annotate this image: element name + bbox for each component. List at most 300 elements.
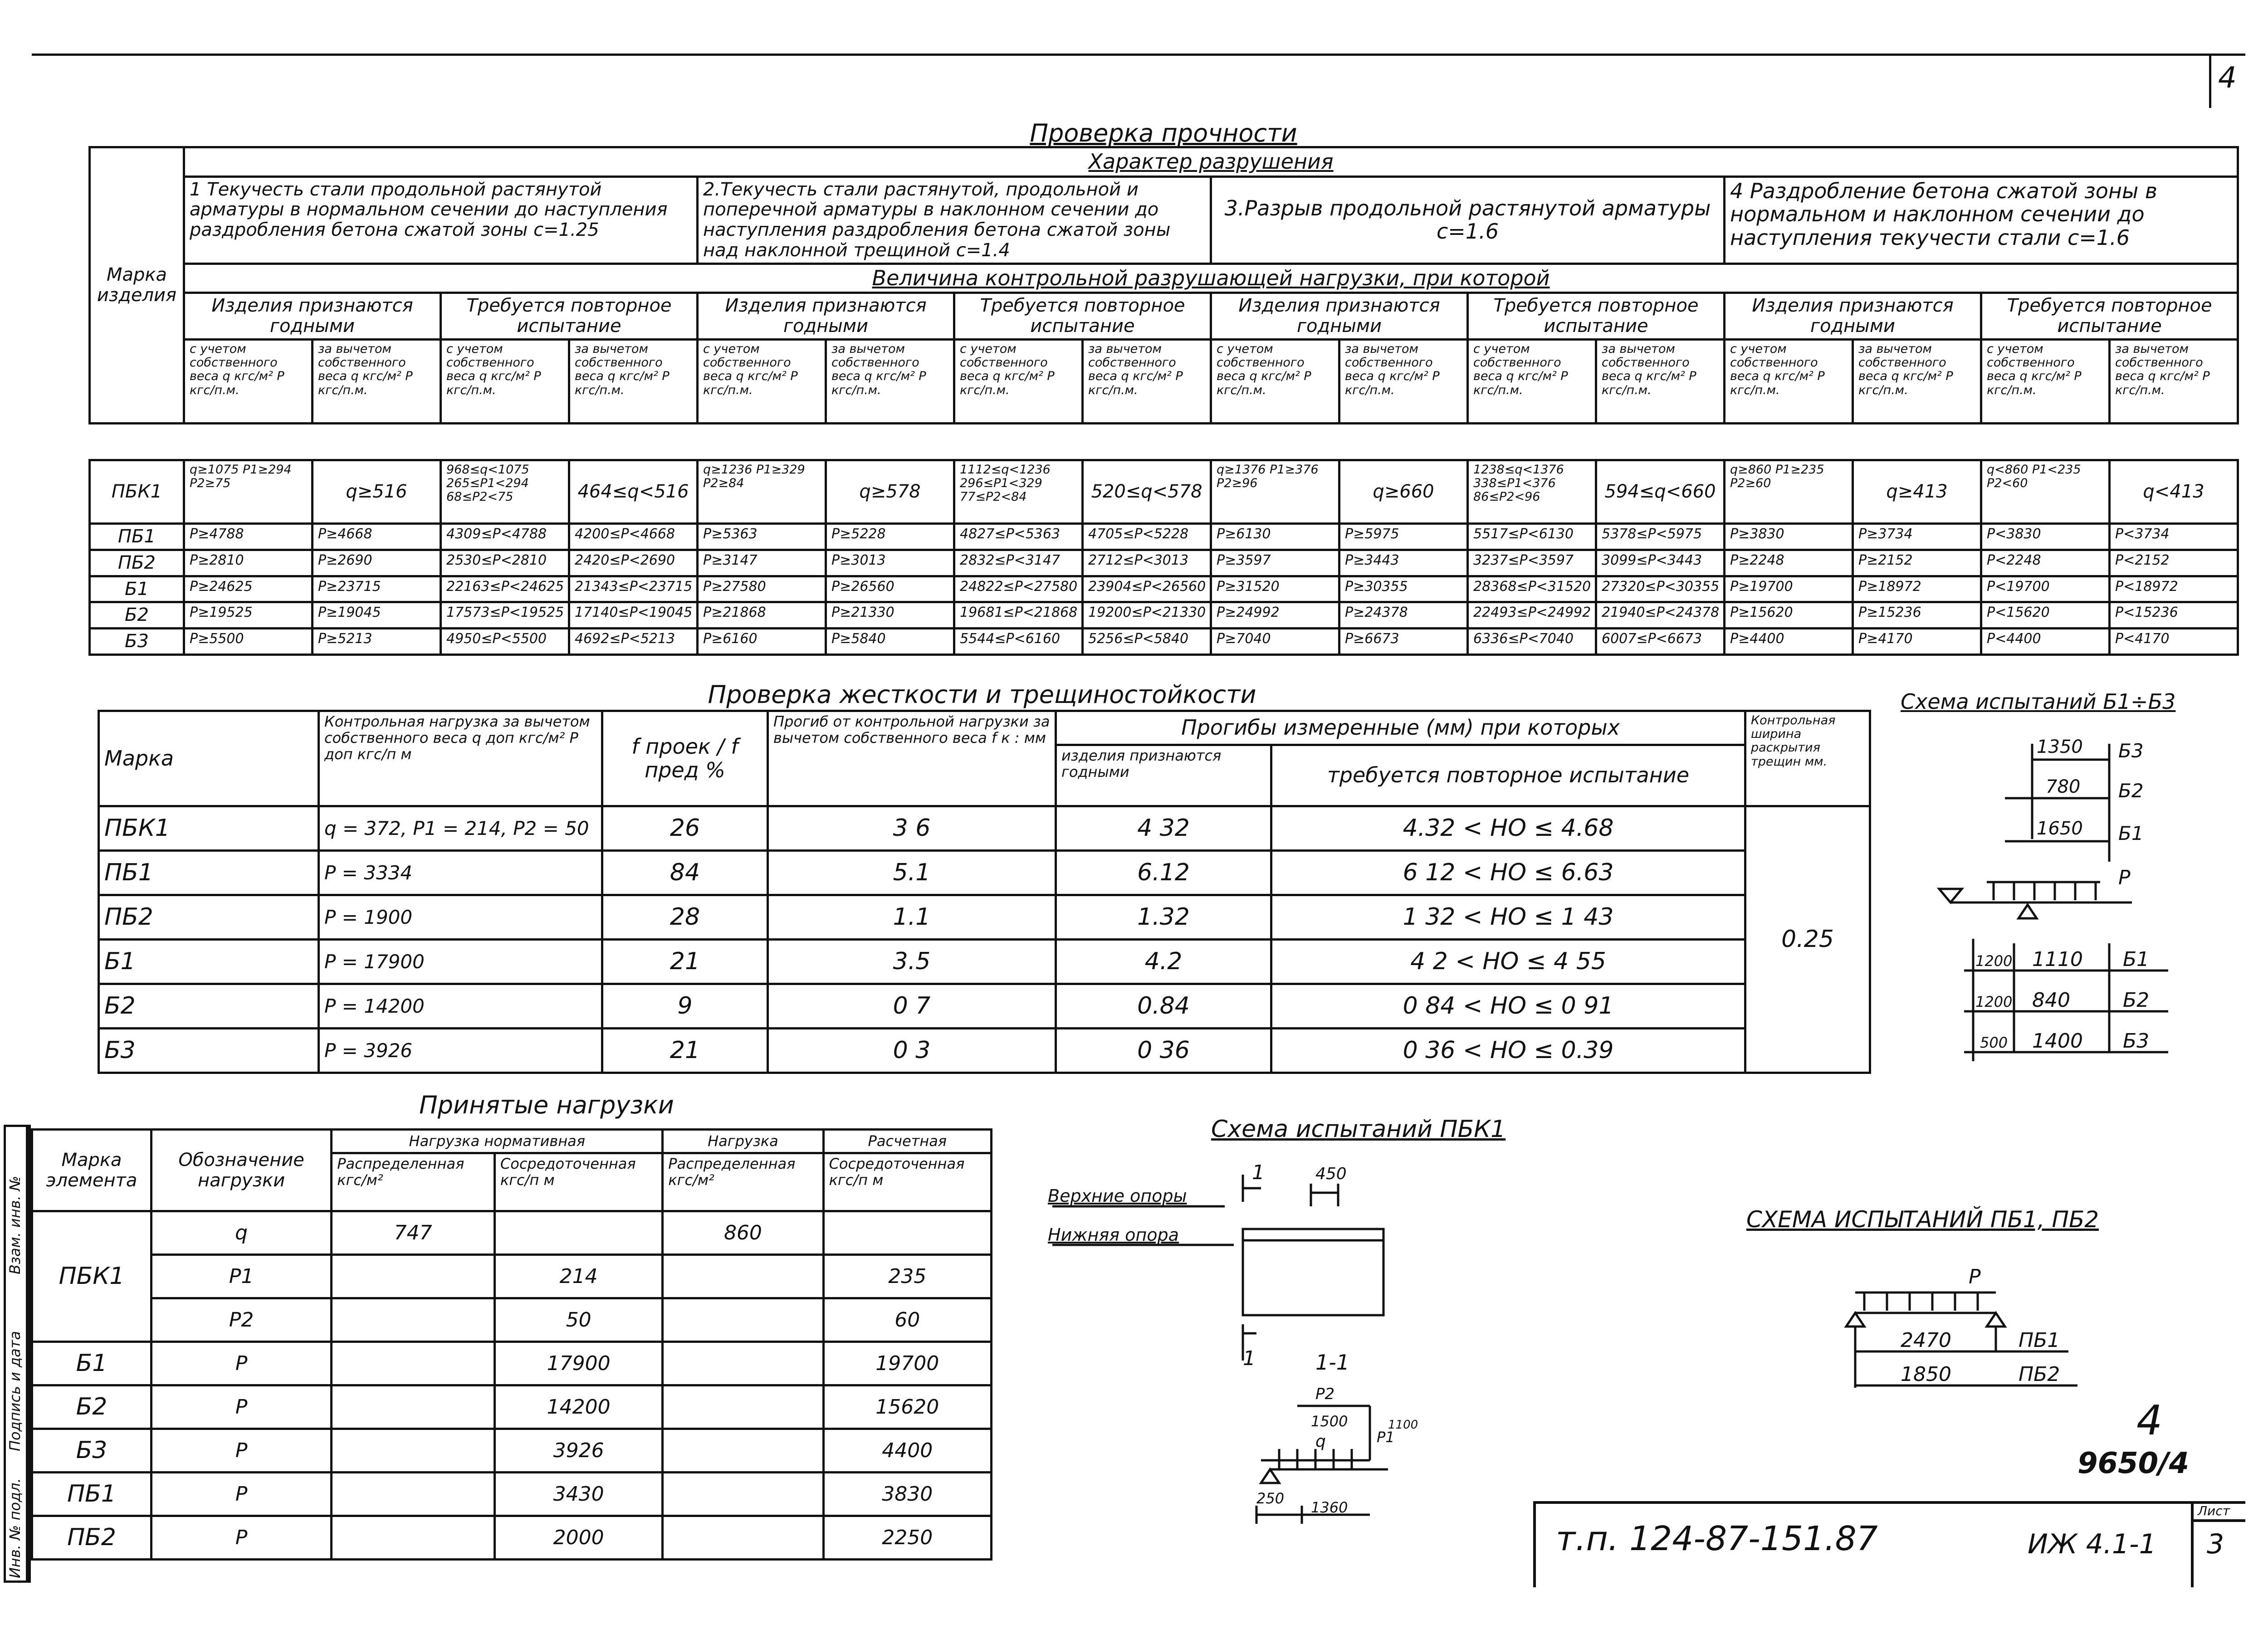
strength-cell: 24822≤P<27580 — [954, 576, 1083, 602]
strength-cell: 19681≤P<21868 — [954, 602, 1083, 629]
stiffness-mark: ПБ2 — [99, 895, 319, 940]
scheme-pb-drawing — [1814, 1252, 2168, 1401]
scheme-pb-title: СХЕМА ИСПЫТАНИЙ ПБ1, ПБ2 — [1746, 1206, 2099, 1233]
strength-cell: 1112≤q<1236 296≤P1<329 77≤P2<84 — [954, 460, 1083, 524]
loads-row — [32, 1255, 992, 1298]
h-load: Нагрузка — [663, 1130, 823, 1153]
h-concentrated: Сосредоточенная кгс/п м — [494, 1153, 662, 1211]
h-measured: Прогибы измеренные (мм) при которых — [1056, 711, 1745, 745]
col-header: за вычетом собственного веса q кгс/м² P кгс/п.м. — [1339, 339, 1468, 423]
label-top-2: Б2 — [2118, 780, 2144, 802]
loads-calc-conc: 60 — [823, 1298, 991, 1342]
strength-cell: P≥5840 — [826, 629, 954, 655]
stamp-sheet: 3 — [2207, 1528, 2224, 1560]
stiffness-fit: 0 36 — [1056, 1029, 1271, 1073]
strength-cell: 27320≤P<30355 — [1596, 576, 1725, 602]
col-header: с учетом собственного веса q кгс/м² P кгс/п.м. — [1211, 339, 1339, 423]
strength-cell: 6007≤P<6673 — [1596, 629, 1725, 655]
strength-cell: 22493≤P<24992 — [1468, 602, 1596, 629]
loads-calc-dist — [663, 1516, 823, 1560]
sub-header-6: Требуется повторное испытание — [1468, 293, 1725, 340]
strength-cell: 520≤q<578 — [1083, 460, 1211, 524]
strength-cell: P≥23715 — [313, 576, 441, 602]
h-distributed: Распределенная кгс/м² — [663, 1153, 823, 1211]
load-p: P — [2118, 866, 2131, 889]
lower-support: Нижняя опора — [1048, 1225, 1179, 1245]
side-strip-line — [28, 1125, 31, 1583]
stamp-num-top: 4 — [2136, 1397, 2163, 1444]
strength-cell: P≥21330 — [826, 602, 954, 629]
loads-norm-conc: 17900 — [494, 1342, 662, 1385]
strength-row — [90, 629, 2238, 655]
row2-b: 840 — [2032, 989, 2070, 1012]
row-mark: Б1 — [90, 576, 184, 602]
strength-cell: P≥3147 — [698, 550, 826, 576]
strength-cell: q≥1376 P1≥376 P2≥96 — [1211, 460, 1339, 524]
strength-cell: P<3734 — [2110, 524, 2238, 550]
sub-header-3: Изделия признаются годными — [698, 293, 954, 340]
strength-cell: P<15620 — [1981, 602, 2110, 629]
loads-title — [98, 1091, 996, 1119]
loads-row — [32, 1473, 992, 1516]
stamp-sheet-label: Лист — [2198, 1503, 2230, 1518]
h-f-ratio: f проек / f пред % — [602, 711, 768, 806]
h-element-mark: Марка элемента — [32, 1130, 152, 1211]
strength-cell: P≥2690 — [313, 550, 441, 576]
loads-norm-conc — [494, 1211, 662, 1255]
strength-cell: P≥18972 — [1853, 576, 1981, 602]
stiffness-retest: 6 12 < HO ≤ 6.63 — [1271, 851, 1745, 895]
loads-calc-dist — [663, 1385, 823, 1429]
dim-1360: 1360 — [1311, 1499, 1348, 1516]
row2-a: 1200 — [1975, 993, 2013, 1010]
strength-row — [90, 460, 2238, 524]
strength-cell: P≥24378 — [1339, 602, 1468, 629]
strength-row — [90, 576, 2238, 602]
scheme-b-drawing — [1896, 726, 2250, 1070]
label-p1: P1 — [1377, 1429, 1395, 1446]
loads-calc-conc: 19700 — [823, 1342, 991, 1385]
sheet-corner-number: 4 — [2218, 61, 2237, 95]
stiffness-load: P = 1900 — [319, 895, 602, 940]
strength-cell: 19200≤P<21330 — [1083, 602, 1211, 629]
strength-cell: 3237≤P<3597 — [1468, 550, 1596, 576]
row-mark: Б2 — [90, 602, 184, 629]
strength-cell: P<2152 — [2110, 550, 2238, 576]
strength-cell: P<4400 — [1981, 629, 2110, 655]
loads-calc-dist — [663, 1255, 823, 1298]
stiffness-retest: 4 2 < HO ≤ 4 55 — [1271, 940, 1745, 984]
row1-mark: Б1 — [2123, 948, 2150, 971]
loads-des: P — [152, 1473, 332, 1516]
strength-cell: 4827≤P<5363 — [954, 524, 1083, 550]
loads-table — [31, 1128, 992, 1561]
loads-row — [32, 1429, 992, 1473]
strength-cell: 594≤q<660 — [1596, 460, 1725, 524]
section-mark-bottom: 1 — [1243, 1347, 1256, 1370]
stiffness-deflection: 3.5 — [768, 940, 1056, 984]
stiffness-deflection: 0 3 — [768, 1029, 1056, 1073]
col-header: с учетом собственного веса q кгс/м² P кгс/п.м. — [698, 339, 826, 423]
loads-mark: Б2 — [32, 1385, 152, 1429]
col-header: за вычетом собственного веса q кгс/м² P кгс/п.м. — [1853, 339, 1981, 423]
strength-cell: q≥860 P1≥235 P2≥60 — [1725, 460, 1853, 524]
sub-header-7: Изделия признаются годными — [1725, 293, 1981, 340]
sub-header-8: Требуется повторное испытание — [1981, 293, 2238, 340]
strength-title — [88, 119, 2239, 147]
stiffness-mark: Б1 — [99, 940, 319, 984]
strength-cell: 3099≤P<3443 — [1596, 550, 1725, 576]
col-header: с учетом собственного веса q кгс/м² P кгс/п.м. — [441, 339, 569, 423]
col-header: с учетом собственного веса q кгс/м² P кгс/п.м. — [1468, 339, 1596, 423]
strength-cell: P≥15236 — [1853, 602, 1981, 629]
loads-calc-conc — [823, 1211, 991, 1255]
stamp-number: 9650/4 — [2077, 1447, 2190, 1480]
strength-cell: P≥5500 — [184, 629, 313, 655]
strength-cell: q≥660 — [1339, 460, 1468, 524]
sub-header-2: Требуется повторное испытание — [441, 293, 698, 340]
loads-calc-conc: 4400 — [823, 1429, 991, 1473]
h-distributed: Распределенная кгс/м² — [332, 1153, 495, 1211]
col-header: с учетом собственного веса q кгс/м² P кгс/п.м. — [954, 339, 1083, 423]
label-q: q — [1315, 1432, 1326, 1451]
h-fit: изделия признаются годными — [1056, 745, 1271, 806]
strength-data — [88, 459, 2239, 656]
strength-cell: 21940≤P<24378 — [1596, 602, 1725, 629]
loads-norm-conc: 50 — [494, 1298, 662, 1342]
loads-calc-conc: 3830 — [823, 1473, 991, 1516]
stamp-sheet-line — [2191, 1519, 2245, 1522]
strength-cell: P<4170 — [2110, 629, 2238, 655]
dim-1500: 1500 — [1311, 1413, 1348, 1430]
loads-calc-dist — [663, 1473, 823, 1516]
stiffness-retest: 4.32 < HO ≤ 4.68 — [1271, 806, 1745, 851]
stiffness-ratio: 28 — [602, 895, 768, 940]
stiffness-deflection: 5.1 — [768, 851, 1056, 895]
stiffness-ratio: 21 — [602, 940, 768, 984]
dim-250: 250 — [1256, 1490, 1285, 1507]
loads-des: P — [152, 1342, 332, 1385]
loads-norm-conc: 14200 — [494, 1385, 662, 1429]
stiffness-deflection: 3 6 — [768, 806, 1056, 851]
dim-1850: 1850 — [1901, 1363, 1951, 1386]
label-top-1: Б3 — [2118, 740, 2144, 762]
stiffness-row — [99, 851, 1870, 895]
loads-mark: Б1 — [32, 1342, 152, 1385]
strength-cell: 4309≤P<4788 — [441, 524, 569, 550]
col-header: с учетом собственного веса q кгс/м² P кгс/п.м. — [184, 339, 313, 423]
sub-header-4: Требуется повторное испытание — [954, 293, 1211, 340]
stiffness-load: P = 14200 — [319, 984, 602, 1029]
loads-row — [32, 1342, 992, 1385]
h-normative: Нагрузка нормативная — [332, 1130, 663, 1153]
strength-cell: P≥24625 — [184, 576, 313, 602]
section-mark-top: 1 — [1252, 1161, 1265, 1184]
strength-cell: P≥31520 — [1211, 576, 1339, 602]
col-header: с учетом собственного веса q кгс/м² P кгс/п.м. — [1725, 339, 1853, 423]
loads-norm-dist — [332, 1429, 495, 1473]
strength-cell: 17573≤P<19525 — [441, 602, 569, 629]
strength-cell: P<3830 — [1981, 524, 2110, 550]
stiffness-ratio: 21 — [602, 1029, 768, 1073]
loads-norm-conc: 3430 — [494, 1473, 662, 1516]
stiffness-ratio: 84 — [602, 851, 768, 895]
case-4: 4 Раздробление бетона сжатой зоны в нормальном и наклонном сечении до наступления текучести стали c=1.6 — [1725, 176, 2238, 263]
row-mark: ПБ1 — [90, 524, 184, 550]
loads-norm-dist — [332, 1255, 495, 1298]
stiffness-load: P = 17900 — [319, 940, 602, 984]
strength-row — [90, 550, 2238, 576]
loads-des: P2 — [152, 1298, 332, 1342]
strength-cell: P≥4170 — [1853, 629, 1981, 655]
section-label: 1-1 — [1315, 1350, 1350, 1375]
stiffness-fit: 1.32 — [1056, 895, 1271, 940]
col-header: за вычетом собственного веса q кгс/м² P кгс/п.м. — [313, 339, 441, 423]
loads-norm-dist — [332, 1473, 495, 1516]
row1-a: 1200 — [1975, 952, 2013, 970]
col-header: за вычетом собственного веса q кгс/м² P кгс/п.м. — [1083, 339, 1211, 423]
strength-cell: P≥4788 — [184, 524, 313, 550]
strength-cell: 6336≤P<7040 — [1468, 629, 1596, 655]
strength-cell: P≥3830 — [1725, 524, 1853, 550]
strength-cell: q<413 — [2110, 460, 2238, 524]
strength-cell: 968≤q<1075 265≤P1<294 68≤P2<75 — [441, 460, 569, 524]
stiffness-retest: 0 36 < HO ≤ 0.39 — [1271, 1029, 1745, 1073]
mark-pb2: ПБ2 — [2019, 1363, 2060, 1386]
stiffness-row — [99, 984, 1870, 1029]
label-p2: P2 — [1315, 1385, 1335, 1403]
strength-cell: P≥6160 — [698, 629, 826, 655]
load-p: P — [1969, 1265, 1981, 1288]
row-mark: ПБ2 — [90, 550, 184, 576]
label-top-3: Б1 — [2118, 822, 2144, 844]
side-label-2: Подпись и дата — [6, 1331, 24, 1451]
h-deflection: Прогиб от контрольной нагрузки за вычетом собственного веса f к : мм — [768, 711, 1056, 806]
scheme-b-title: Схема испытаний Б1÷Б3 — [1901, 689, 2176, 714]
stiffness-fit: 4.2 — [1056, 940, 1271, 984]
strength-cell: 23904≤P<26560 — [1083, 576, 1211, 602]
mark-pb1: ПБ1 — [2019, 1329, 2060, 1352]
strength-cell: P≥3013 — [826, 550, 954, 576]
strength-cell: 22163≤P<24625 — [441, 576, 569, 602]
strength-cell: P≥19045 — [313, 602, 441, 629]
h-crack: Контрольная ширина раскрытия трещин мм. — [1745, 711, 1870, 806]
stiffness-title — [98, 680, 1867, 709]
loads-calc-conc: 15620 — [823, 1385, 991, 1429]
loads-row — [32, 1298, 992, 1342]
stiffness-deflection: 1.1 — [768, 895, 1056, 940]
loads-mark: ПБ1 — [32, 1473, 152, 1516]
load-header: Величина контрольной разрушающей нагрузки, при которой — [184, 263, 2238, 293]
col-header: за вычетом собственного веса q кгс/м² P кгс/п.м. — [2110, 339, 2238, 423]
dim-top-1: 1350 — [2037, 737, 2083, 757]
strength-cell: P≥19700 — [1725, 576, 1853, 602]
scheme-pbk-drawing — [1043, 1152, 1452, 1528]
corner-box-line — [2209, 54, 2211, 108]
stiffness-mark: Б3 — [99, 1029, 319, 1073]
strength-cell: P≥2248 — [1725, 550, 1853, 576]
strength-cell: P≥6130 — [1211, 524, 1339, 550]
strength-cell: 1238≤q<1376 338≤P1<376 86≤P2<96 — [1468, 460, 1596, 524]
dim-450: 450 — [1315, 1165, 1347, 1183]
loads-calc-dist — [663, 1298, 823, 1342]
strength-cell: P<19700 — [1981, 576, 2110, 602]
strength-cell: P≥2810 — [184, 550, 313, 576]
loads-calc-dist — [663, 1342, 823, 1385]
loads-title-text: Принятые нагрузки — [419, 1091, 674, 1119]
stiffness-row — [99, 895, 1870, 940]
strength-cell: q≥516 — [313, 460, 441, 524]
strength-cell: P≥5228 — [826, 524, 954, 550]
stiffness-deflection: 0 7 — [768, 984, 1056, 1029]
row3-mark: Б3 — [2123, 1029, 2150, 1053]
strength-cell: 2832≤P<3147 — [954, 550, 1083, 576]
h-design: Расчетная — [823, 1130, 991, 1153]
row2-mark: Б2 — [2123, 989, 2150, 1012]
stiffness-retest: 0 84 < HO ≤ 0 91 — [1271, 984, 1745, 1029]
top-rule — [32, 54, 2245, 56]
strength-table — [88, 146, 2239, 424]
loads-des: P — [152, 1516, 332, 1560]
strength-cell: 5378≤P<5975 — [1596, 524, 1725, 550]
loads-norm-conc: 214 — [494, 1255, 662, 1298]
stiffness-load: P = 3334 — [319, 851, 602, 895]
strength-cell: P≥15620 — [1725, 602, 1853, 629]
row-mark: ПБК1 — [90, 460, 184, 524]
loads-norm-conc: 3926 — [494, 1429, 662, 1473]
strength-cell: 5544≤P<6160 — [954, 629, 1083, 655]
stiffness-table — [98, 710, 1871, 1074]
dim-top-2: 780 — [2046, 776, 2081, 797]
strength-cell: P≥24992 — [1211, 602, 1339, 629]
strength-cell: P≥2152 — [1853, 550, 1981, 576]
strength-cell: P≥5213 — [313, 629, 441, 655]
h-control-load: Контрольная нагрузка за вычетом собственного веса q доп кгс/м² P доп кгс/п м — [319, 711, 602, 806]
loads-des: P — [152, 1385, 332, 1429]
loads-norm-dist — [332, 1342, 495, 1385]
loads-calc-conc: 235 — [823, 1255, 991, 1298]
loads-row — [32, 1385, 992, 1429]
mark-header: Марка изделия — [90, 147, 184, 424]
loads-des: P1 — [152, 1255, 332, 1298]
strength-cell: 5256≤P<5840 — [1083, 629, 1211, 655]
stiffness-row — [99, 940, 1870, 984]
strength-cell: 5517≤P<6130 — [1468, 524, 1596, 550]
stamp-project: т.п. 124-87-151.87 — [1556, 1519, 1878, 1558]
row1-b: 1110 — [2032, 948, 2083, 971]
loads-norm-conc: 2000 — [494, 1516, 662, 1560]
stiffness-load: P = 3926 — [319, 1029, 602, 1073]
strength-cell: 2420≤P<2690 — [569, 550, 698, 576]
loads-row — [32, 1516, 992, 1560]
strength-cell: P≥3734 — [1853, 524, 1981, 550]
loads-norm-dist: 747 — [332, 1211, 495, 1255]
strength-cell: q≥1075 P1≥294 P2≥75 — [184, 460, 313, 524]
case-3: 3.Разрыв продольной растянутой арматуры c=1.6 — [1211, 176, 1725, 263]
loads-norm-dist — [332, 1516, 495, 1560]
strength-cell: P≥7040 — [1211, 629, 1339, 655]
strength-cell: 17140≤P<19045 — [569, 602, 698, 629]
stiffness-ratio: 26 — [602, 806, 768, 851]
stiffness-mark: ПБ1 — [99, 851, 319, 895]
stiffness-ratio: 9 — [602, 984, 768, 1029]
strength-cell: 28368≤P<31520 — [1468, 576, 1596, 602]
side-label-1: Инв. № подл. — [6, 1478, 24, 1578]
stiffness-retest: 1 32 < HO ≤ 1 43 — [1271, 895, 1745, 940]
row3-b: 1400 — [2032, 1029, 2083, 1053]
stiffness-fit: 0.84 — [1056, 984, 1271, 1029]
strength-cell: 4950≤P<5500 — [441, 629, 569, 655]
col-header: с учетом собственного веса q кгс/м² P кгс/п.м. — [1981, 339, 2110, 423]
strength-cell: P≥4400 — [1725, 629, 1853, 655]
case-1: 1 Текучесть стали продольной растянутой арматуры в нормальном сечении до наступления раздробления бетона сжатой зоны c=1.25 — [184, 176, 698, 263]
sub-header-5: Изделия признаются годными — [1211, 293, 1468, 340]
strength-cell: P≥4668 — [313, 524, 441, 550]
strength-cell: P≥26560 — [826, 576, 954, 602]
strength-cell: 4200≤P<4668 — [569, 524, 698, 550]
loads-calc-dist — [663, 1429, 823, 1473]
loads-row — [32, 1211, 992, 1255]
stiffness-row — [99, 1029, 1870, 1073]
stiffness-title-text: Проверка жесткости и трещиностойкости — [708, 680, 1256, 709]
dim-2470: 2470 — [1901, 1329, 1951, 1352]
strength-cell: q≥578 — [826, 460, 954, 524]
stiffness-fit: 6.12 — [1056, 851, 1271, 895]
h-concentrated: Сосредоточенная кгс/п м — [823, 1153, 991, 1211]
col-header: за вычетом собственного веса q кгс/м² P кгс/п.м. — [1596, 339, 1725, 423]
strength-cell: 4692≤P<5213 — [569, 629, 698, 655]
strength-cell: P≥5363 — [698, 524, 826, 550]
stiffness-load: q = 372, P1 = 214, P2 = 50 — [319, 806, 602, 851]
strength-cell: P≥3597 — [1211, 550, 1339, 576]
stiffness-fit: 4 32 — [1056, 806, 1271, 851]
h-mark: Марка — [99, 711, 319, 806]
strength-cell: q≥1236 P1≥329 P2≥84 — [698, 460, 826, 524]
strength-cell: P<2248 — [1981, 550, 2110, 576]
strength-cell: 2530≤P<2810 — [441, 550, 569, 576]
strength-cell: 464≤q<516 — [569, 460, 698, 524]
loads-des: P — [152, 1429, 332, 1473]
loads-calc-dist: 860 — [663, 1211, 823, 1255]
strength-cell: P≥30355 — [1339, 576, 1468, 602]
strength-row — [90, 602, 2238, 629]
loads-mark: ПБК1 — [32, 1211, 152, 1342]
loads-norm-dist — [332, 1385, 495, 1429]
h-designation: Обозначение нагрузки — [152, 1130, 332, 1211]
loads-norm-dist — [332, 1298, 495, 1342]
strength-cell: P<15236 — [2110, 602, 2238, 629]
failure-header: Характер разрушения — [184, 147, 2238, 177]
row3-a: 500 — [1980, 1034, 2008, 1051]
dim-top-3: 1650 — [2037, 818, 2083, 839]
strength-cell: P≥5975 — [1339, 524, 1468, 550]
h-retest: требуется повторное испытание — [1271, 745, 1745, 806]
crack-width: 0.25 — [1745, 806, 1870, 1073]
col-header: за вычетом собственного веса q кгс/м² P кгс/п.м. — [826, 339, 954, 423]
strength-cell: 21343≤P<23715 — [569, 576, 698, 602]
stiffness-mark: ПБК1 — [99, 806, 319, 851]
stiffness-row — [99, 806, 1870, 851]
stiffness-mark: Б2 — [99, 984, 319, 1029]
loads-mark: ПБ2 — [32, 1516, 152, 1560]
strength-cell: P≥19525 — [184, 602, 313, 629]
strength-cell: q<860 P1<235 P2<60 — [1981, 460, 2110, 524]
loads-mark: Б3 — [32, 1429, 152, 1473]
sub-header-1: Изделия признаются годными — [184, 293, 441, 340]
stamp-code: ИЖ 4.1-1 — [2028, 1528, 2156, 1560]
col-header: за вычетом собственного веса q кгс/м² P кгс/п.м. — [569, 339, 698, 423]
strength-cell: 4705≤P<5228 — [1083, 524, 1211, 550]
